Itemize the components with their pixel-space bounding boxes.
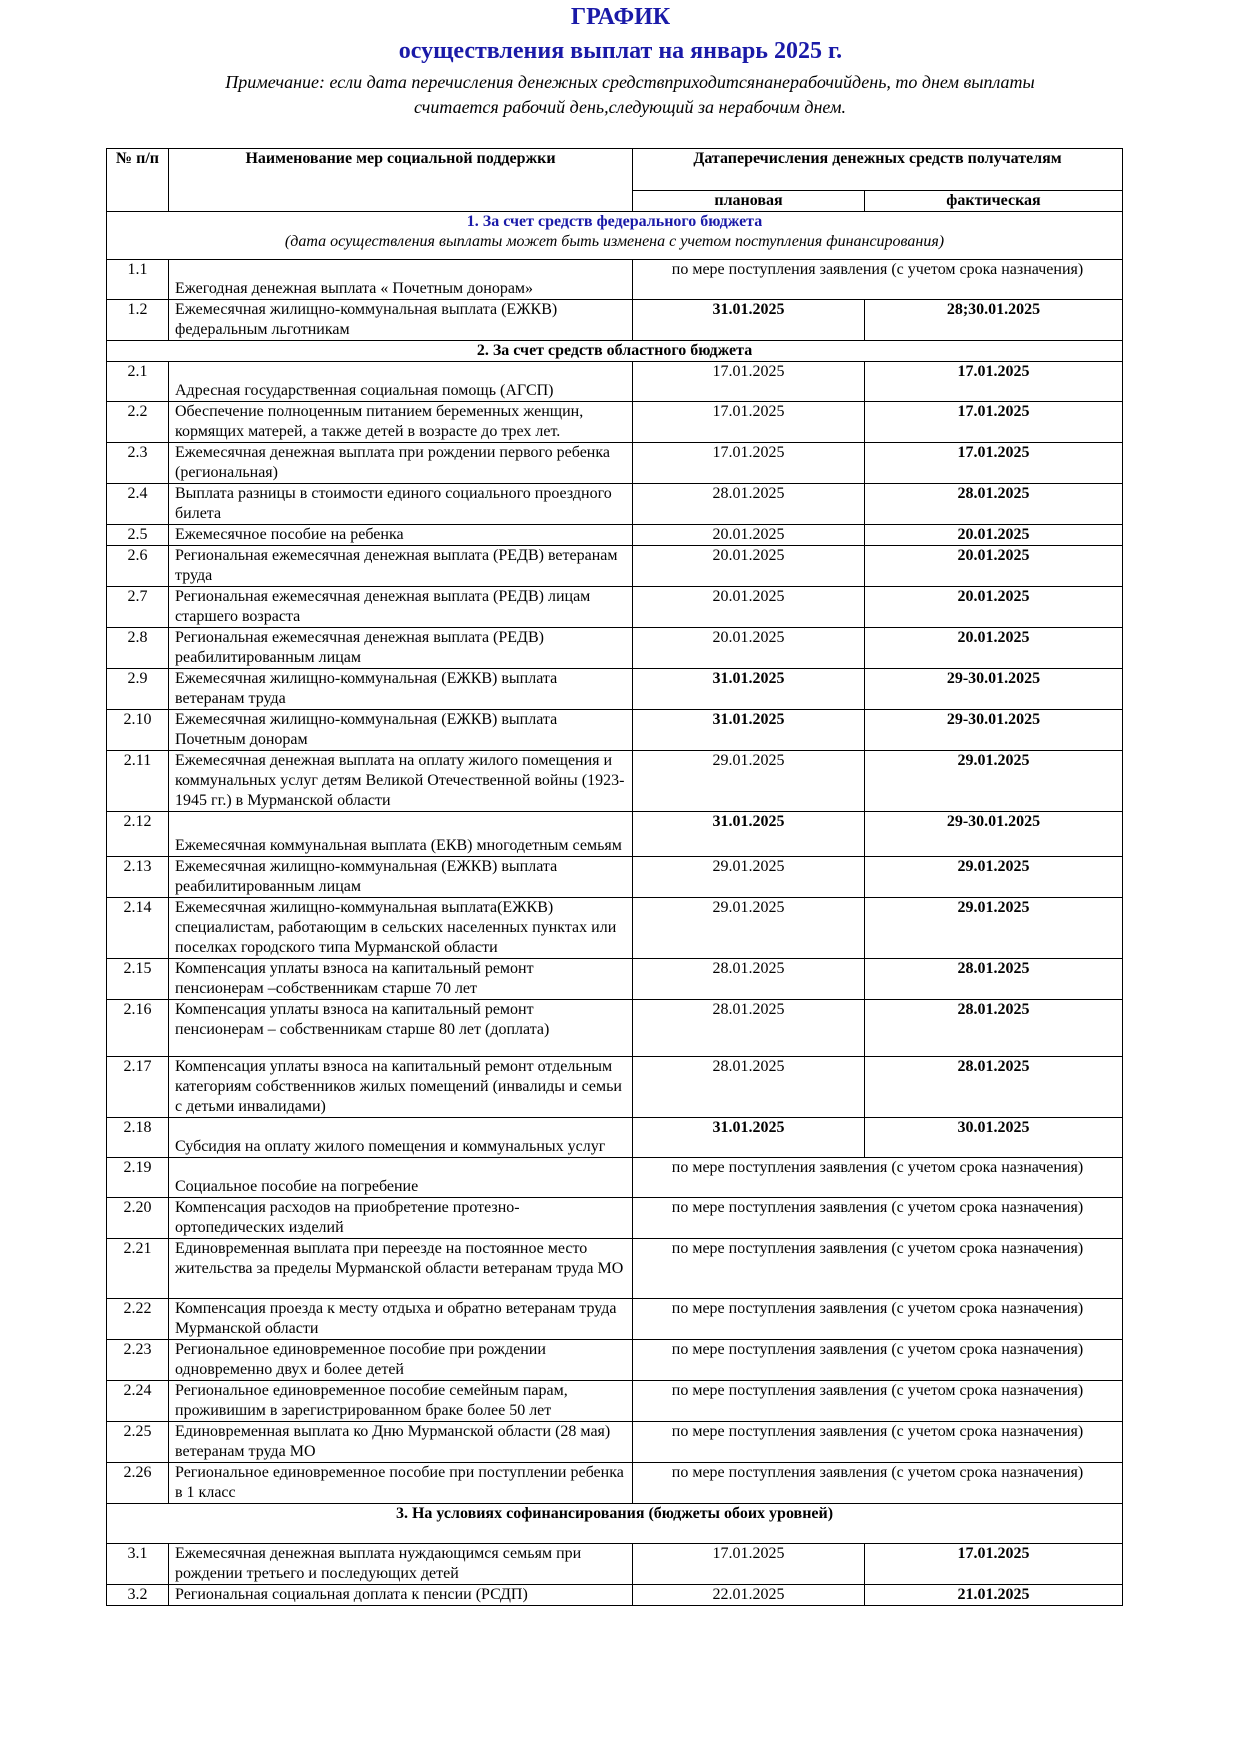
- planned-date: 31.01.2025: [633, 1118, 865, 1158]
- table-row: [107, 1239, 1123, 1299]
- measure-name: Компенсация уплаты взноса на капитальный ремонт пенсионерам –собственникам старше 70 лет: [169, 959, 633, 1000]
- measure-name: Субсидия на оплату жилого помещения и коммунальных услуг: [169, 1118, 633, 1158]
- actual-date: 28.01.2025: [865, 1000, 1123, 1057]
- row-number: 2.2: [107, 402, 169, 443]
- table-row: [107, 1463, 1123, 1504]
- table-row: [107, 402, 1123, 443]
- date-on-application: по мере поступления заявления (с учетом срока назначения): [633, 1198, 1123, 1239]
- table-row: [107, 1000, 1123, 1057]
- actual-date: 29-30.01.2025: [865, 710, 1123, 751]
- actual-date: 30.01.2025: [865, 1118, 1123, 1158]
- payment-schedule-table: [106, 148, 1123, 1606]
- row-number: 1.1: [107, 260, 169, 300]
- section-subtitle: (дата осуществления выплаты может быть изменена с учетом поступления финансирования): [284, 233, 945, 250]
- measure-name: Социальное пособие на погребение: [169, 1158, 633, 1198]
- header-date-group: Датаперечисления денежных средств получателям: [633, 149, 1123, 191]
- measure-name: Региональное единовременное пособие семейным парам, проживишим в зарегистрированном браке более 50 лет: [169, 1381, 633, 1422]
- date-on-application: по мере поступления заявления (с учетом срока назначения): [633, 1463, 1123, 1504]
- actual-date: 20.01.2025: [865, 525, 1123, 546]
- actual-date: 21.01.2025: [865, 1585, 1123, 1606]
- measure-name: Ежемесячная жилищно-коммунальная (ЕЖКВ) выплата ветеранам труда: [169, 669, 633, 710]
- table-row: [107, 1158, 1123, 1198]
- document-title: ГРАФИК: [570, 4, 671, 30]
- actual-date: 20.01.2025: [865, 546, 1123, 587]
- row-number: 2.12: [107, 812, 169, 857]
- table-row: [107, 443, 1123, 484]
- measure-name: Региональная ежемесячная денежная выплата (РЕДВ) лицам старшего возраста: [169, 587, 633, 628]
- table-row: [107, 898, 1123, 959]
- measure-name: Ежемесячная коммунальная выплата (ЕКВ) многодетным семьям: [169, 812, 633, 857]
- actual-date: 28.01.2025: [865, 959, 1123, 1000]
- section-header-row: [107, 212, 1123, 260]
- planned-date: 31.01.2025: [633, 300, 865, 341]
- measure-name: Региональное единовременное пособие при рождении одновременно двух и более детей: [169, 1340, 633, 1381]
- date-on-application: по мере поступления заявления (с учетом срока назначения): [633, 1422, 1123, 1463]
- actual-date: 28.01.2025: [865, 484, 1123, 525]
- actual-date: 20.01.2025: [865, 628, 1123, 669]
- header-actual: фактическая: [865, 191, 1123, 212]
- measure-name: Адресная государственная социальная помощь (АГСП): [169, 362, 633, 402]
- planned-date: 29.01.2025: [633, 751, 865, 812]
- row-number: 2.17: [107, 1057, 169, 1118]
- row-number: 2.1: [107, 362, 169, 402]
- row-number: 2.14: [107, 898, 169, 959]
- actual-date: 17.01.2025: [865, 362, 1123, 402]
- measure-name: Ежемесячная денежная выплата нуждающимся семьям при рождении третьего и последующих детей: [169, 1544, 633, 1585]
- measure-name: Компенсация уплаты взноса на капитальный ремонт отдельным категориям собственников жилых помещений (инвалиды и семьи с детьми инвалидами): [169, 1057, 633, 1118]
- measure-name: Региональная социальная доплата к пенсии (РСДП): [169, 1585, 633, 1606]
- planned-date: 29.01.2025: [633, 857, 865, 898]
- section-header: [107, 341, 1123, 362]
- row-number: 2.16: [107, 1000, 169, 1057]
- row-number: 2.26: [107, 1463, 169, 1504]
- table-row: [107, 260, 1123, 300]
- section-header: [107, 212, 1123, 260]
- actual-date: 29.01.2025: [865, 857, 1123, 898]
- table-row: [107, 669, 1123, 710]
- measure-name: Ежемесячное пособие на ребенка: [169, 525, 633, 546]
- row-number: 2.13: [107, 857, 169, 898]
- note: [110, 70, 1150, 120]
- note-line-1: Примечание: если дата перечисления денежных средствприходитсянанерабочийдень, то днем выплаты: [225, 72, 1035, 92]
- table-row: [107, 710, 1123, 751]
- planned-date: 20.01.2025: [633, 525, 865, 546]
- measure-name: Единовременная выплата при переезде на постоянное место жительства за пределы Мурманской области ветеранам труда МО: [169, 1239, 633, 1299]
- row-number: 2.7: [107, 587, 169, 628]
- row-number: 1.2: [107, 300, 169, 341]
- planned-date: 17.01.2025: [633, 443, 865, 484]
- measure-name: Региональное единовременное пособие при поступлении ребенка в 1 класс: [169, 1463, 633, 1504]
- table-row: [107, 546, 1123, 587]
- measure-name: Компенсация расходов на приобретение протезно-ортопедических изделий: [169, 1198, 633, 1239]
- planned-date: 17.01.2025: [633, 362, 865, 402]
- actual-date: 20.01.2025: [865, 587, 1123, 628]
- planned-date: 20.01.2025: [633, 546, 865, 587]
- table-row: [107, 1381, 1123, 1422]
- date-on-application: по мере поступления заявления (с учетом срока назначения): [633, 1158, 1123, 1198]
- measure-name: Компенсация уплаты взноса на капитальный ремонт пенсионерам – собственникам старше 80 лет (доплата): [169, 1000, 633, 1057]
- measure-name: Ежегодная денежная выплата « Почетным донорам»: [169, 260, 633, 300]
- planned-date: 29.01.2025: [633, 898, 865, 959]
- planned-date: 31.01.2025: [633, 710, 865, 751]
- row-number: 2.11: [107, 751, 169, 812]
- note-line-2: считается рабочий день,следующий за нерабочим днем.: [414, 97, 846, 117]
- table-row: [107, 525, 1123, 546]
- section-header-row: [107, 1504, 1123, 1544]
- actual-date: 17.01.2025: [865, 402, 1123, 443]
- date-on-application: по мере поступления заявления (с учетом срока назначения): [633, 1381, 1123, 1422]
- section-title: 1. За счет средств федерального бюджета: [466, 213, 763, 230]
- table-row: [107, 300, 1123, 341]
- row-number: 2.6: [107, 546, 169, 587]
- row-number: 2.22: [107, 1299, 169, 1340]
- actual-date: 29-30.01.2025: [865, 669, 1123, 710]
- table-row: [107, 751, 1123, 812]
- table-row: [107, 1585, 1123, 1606]
- table-row: [107, 1340, 1123, 1381]
- table-row: [107, 484, 1123, 525]
- table-row: [107, 1422, 1123, 1463]
- row-number: 2.15: [107, 959, 169, 1000]
- row-number: 2.24: [107, 1381, 169, 1422]
- section-title: 2. За счет средств областного бюджета: [476, 342, 753, 359]
- row-number: 2.21: [107, 1239, 169, 1299]
- row-number: 2.9: [107, 669, 169, 710]
- section-title: 3. На условиях софинансирования (бюджеты обоих уровней): [395, 1505, 834, 1522]
- row-number: 2.19: [107, 1158, 169, 1198]
- table-row: [107, 362, 1123, 402]
- row-number: 2.25: [107, 1422, 169, 1463]
- planned-date: 20.01.2025: [633, 628, 865, 669]
- date-on-application: по мере поступления заявления (с учетом срока назначения): [633, 1299, 1123, 1340]
- row-number: 2.10: [107, 710, 169, 751]
- planned-date: 20.01.2025: [633, 587, 865, 628]
- date-on-application: по мере поступления заявления (с учетом срока назначения): [633, 1239, 1123, 1299]
- planned-date: 28.01.2025: [633, 1000, 865, 1057]
- table-row: [107, 857, 1123, 898]
- row-number: 2.3: [107, 443, 169, 484]
- section-header: [107, 1504, 1123, 1544]
- header-num: № п/п: [107, 149, 169, 212]
- table-row: [107, 628, 1123, 669]
- row-number: 2.4: [107, 484, 169, 525]
- planned-date: 28.01.2025: [633, 484, 865, 525]
- table-row: [107, 1057, 1123, 1118]
- actual-date: 28;30.01.2025: [865, 300, 1123, 341]
- section-header-row: [107, 341, 1123, 362]
- table-row: [107, 587, 1123, 628]
- table-row: [107, 1299, 1123, 1340]
- document-subtitle: осуществления выплат на январь 2025 г.: [398, 38, 843, 64]
- actual-date: 29-30.01.2025: [865, 812, 1123, 857]
- measure-name: Выплата разницы в стоимости единого социального проездного билета: [169, 484, 633, 525]
- measure-name: Единовременная выплата ко Дню Мурманской области (28 мая) ветеранам труда МО: [169, 1422, 633, 1463]
- measure-name: Ежемесячная денежная выплата при рождении первого ребенка (региональная): [169, 443, 633, 484]
- measure-name: Ежемесячная жилищно-коммунальная выплата (ЕЖКВ) федеральным льготникам: [169, 300, 633, 341]
- measure-name: Региональная ежемесячная денежная выплата (РЕДВ) ветеранам труда: [169, 546, 633, 587]
- actual-date: 17.01.2025: [865, 1544, 1123, 1585]
- measure-name: Обеспечение полноценным питанием беременных женщин, кормящих матерей, а также детей в возрасте до трех лет.: [169, 402, 633, 443]
- table-row: [107, 1118, 1123, 1158]
- planned-date: 31.01.2025: [633, 669, 865, 710]
- measure-name: Ежемесячная жилищно-коммунальная выплата(ЕЖКВ) специалистам, работающим в сельских населенных пунктах или поселках городского типа Мурманской области: [169, 898, 633, 959]
- table-row: [107, 812, 1123, 857]
- measure-name: Ежемесячная жилищно-коммунальная (ЕЖКВ) выплата реабилитированным лицам: [169, 857, 633, 898]
- row-number: 2.8: [107, 628, 169, 669]
- planned-date: 28.01.2025: [633, 1057, 865, 1118]
- planned-date: 17.01.2025: [633, 1544, 865, 1585]
- planned-date: 31.01.2025: [633, 812, 865, 857]
- actual-date: 29.01.2025: [865, 898, 1123, 959]
- row-number: 2.23: [107, 1340, 169, 1381]
- row-number: 2.5: [107, 525, 169, 546]
- table-row: [107, 1544, 1123, 1585]
- date-on-application: по мере поступления заявления (с учетом срока назначения): [633, 1340, 1123, 1381]
- row-number: 2.20: [107, 1198, 169, 1239]
- header-planned: плановая: [633, 191, 865, 212]
- row-number: 3.1: [107, 1544, 169, 1585]
- table-row: [107, 959, 1123, 1000]
- header-name: Наименование мер социальной поддержки: [169, 149, 633, 212]
- actual-date: 29.01.2025: [865, 751, 1123, 812]
- actual-date: 17.01.2025: [865, 443, 1123, 484]
- planned-date: 28.01.2025: [633, 959, 865, 1000]
- measure-name: Региональная ежемесячная денежная выплата (РЕДВ) реабилитированным лицам: [169, 628, 633, 669]
- date-on-application: по мере поступления заявления (с учетом срока назначения): [633, 260, 1123, 300]
- measure-name: Ежемесячная денежная выплата на оплату жилого помещения и коммунальных услуг детям Великой Отечественной войны (1923-1945 гг.) в Мурманской области: [169, 751, 633, 812]
- planned-date: 17.01.2025: [633, 402, 865, 443]
- table-row: [107, 1198, 1123, 1239]
- planned-date: 22.01.2025: [633, 1585, 865, 1606]
- measure-name: Ежемесячная жилищно-коммунальная (ЕЖКВ) выплата Почетным донорам: [169, 710, 633, 751]
- measure-name: Компенсация проезда к месту отдыха и обратно ветеранам труда Мурманской области: [169, 1299, 633, 1340]
- row-number: 2.18: [107, 1118, 169, 1158]
- row-number: 3.2: [107, 1585, 169, 1606]
- actual-date: 28.01.2025: [865, 1057, 1123, 1118]
